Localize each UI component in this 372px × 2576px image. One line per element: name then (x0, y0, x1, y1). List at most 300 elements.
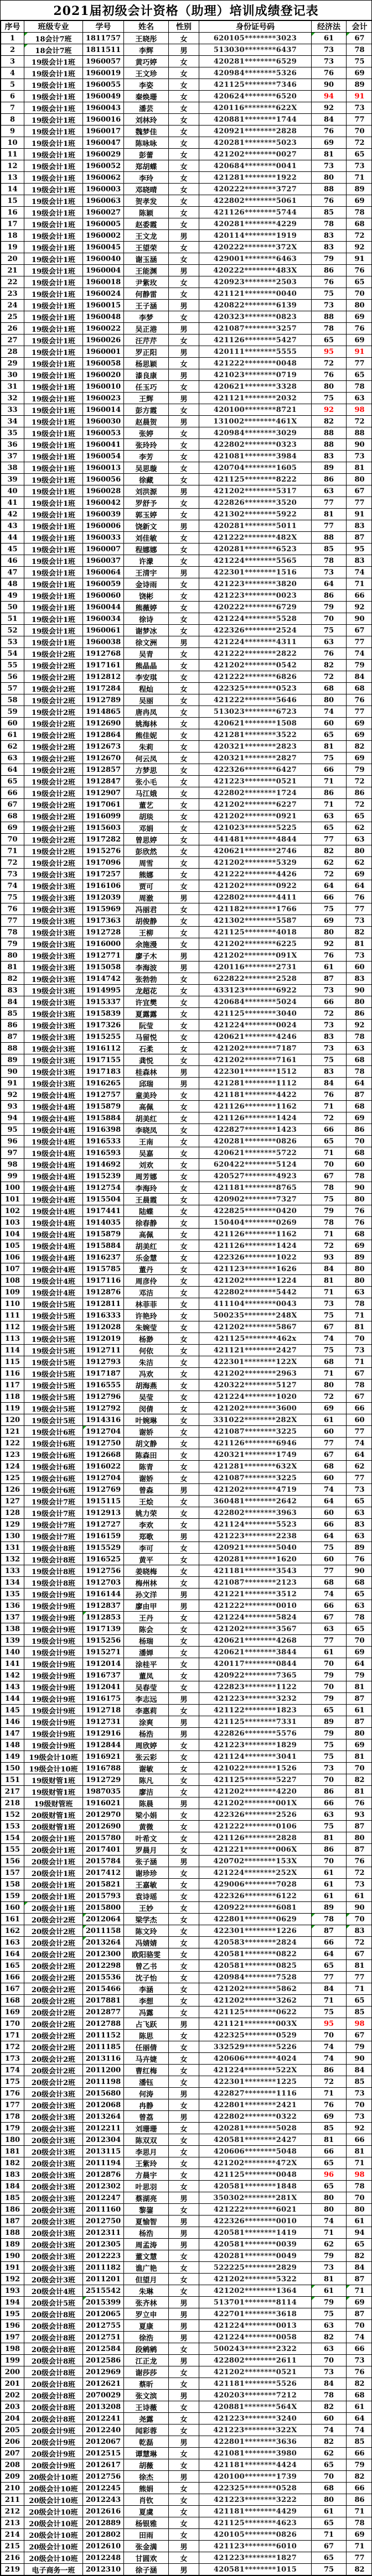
cell-seq: 191 (1, 2262, 24, 2274)
cell-idcard: 421081********3980 (199, 2448, 312, 2459)
table-row (1, 67, 372, 79)
cell-acct: 71 (347, 1356, 372, 1368)
cell-acct: 74 (347, 2425, 372, 2436)
cell-acct: 78 (347, 2517, 372, 2529)
cell-id: 1960027 (83, 207, 124, 218)
cell-class: 20级财管1班 (24, 1821, 83, 1832)
table-row (1, 311, 372, 323)
cell-class: 19级会计1班 (24, 56, 83, 67)
cell-name: 尧露 (124, 2413, 169, 2425)
cell-acct: 81 (347, 938, 372, 950)
cell-name: 李姿 (124, 79, 169, 91)
cell-econ: 79 (312, 1728, 347, 1739)
cell-econ: 82 (312, 416, 347, 427)
cell-gender: 女 (169, 985, 199, 996)
cell-idcard: 620422********5124 (199, 1159, 312, 1171)
cell-seq: 29 (1, 358, 24, 369)
cell-id: 1915115 (83, 1496, 124, 1507)
cell-class: 20级会计10班 (24, 2494, 83, 2506)
cell-econ: 94 (312, 91, 347, 102)
table-row (1, 2355, 372, 2366)
cell-id: 1960056 (83, 474, 124, 485)
cell-name: 桂森林 (124, 1066, 169, 1078)
table-row (1, 2332, 372, 2343)
cell-econ: 61 (312, 1647, 347, 1658)
cell-acct: 77 (347, 114, 372, 126)
cell-class: 20级会计2班 (24, 2053, 83, 2065)
cell-econ: 64 (312, 880, 347, 892)
cell-name: 邱瑞 (124, 1078, 169, 1089)
cell-idcard: 421221********3512 (199, 1589, 312, 1600)
cell-class: 19级会计1班 (24, 79, 83, 91)
cell-gender: 女 (169, 2401, 199, 2413)
cell-name: 李海波 (124, 962, 169, 973)
cell-gender: 女 (169, 1670, 199, 1681)
cell-acct: 87 (347, 1844, 372, 1856)
cell-acct: 84 (347, 2262, 372, 2274)
cell-name: 邓娟 (124, 822, 169, 834)
cell-econ: 95 (312, 346, 347, 358)
cell-econ: 77 (312, 497, 347, 509)
cell-seq: 193 (1, 2285, 24, 2297)
cell-id: 1916159 (83, 1530, 124, 1542)
cell-acct: 68 (347, 683, 372, 694)
cell-gender: 女 (169, 1089, 199, 1101)
table-row (1, 520, 372, 532)
cell-name: 张云彩 (124, 1751, 169, 1763)
cell-class: 19级会计1班 (24, 230, 83, 242)
cell-name: 江正龙 (124, 2355, 169, 2366)
table-row (1, 195, 372, 207)
cell-econ: 78 (312, 555, 347, 567)
cell-idcard: 421202********5329 (199, 857, 312, 869)
cell-class: 19级会计4班 (24, 1263, 83, 1275)
table-row (1, 1426, 372, 1438)
cell-id: 1915256 (83, 1635, 124, 1647)
cell-gender: 女 (169, 1171, 199, 1182)
cell-name: 谢梦冰 (124, 625, 169, 636)
cell-gender: 女 (169, 648, 199, 660)
table-row (1, 2448, 372, 2459)
cell-gender: 女 (169, 1449, 199, 1461)
cell-gender: 女 (169, 1101, 199, 1112)
cell-class: 19级会计6班 (24, 1461, 83, 1472)
cell-seq: 98 (1, 1159, 24, 1171)
cell-gender: 女 (169, 2494, 199, 2506)
header-student-id: 学号 (83, 21, 124, 33)
cell-econ: 67 (312, 2541, 347, 2552)
cell-name: 涂爽 (124, 1716, 169, 1728)
cell-gender: 女 (169, 288, 199, 300)
table-row (1, 2459, 372, 2471)
cell-acct: 73 (347, 1345, 372, 1356)
cell-seq: 56 (1, 671, 24, 683)
cell-seq: 120 (1, 1414, 24, 1426)
table-row (1, 2541, 372, 2552)
cell-name: 周孟涛 (124, 2239, 169, 2250)
cell-id: 1811511 (83, 44, 124, 56)
cell-idcard: 421224********5528 (199, 613, 312, 625)
cell-idcard: 421125********4018 (199, 927, 312, 938)
cell-class: 20级会计1班 (24, 1856, 83, 1867)
cell-id: 1917187 (83, 1368, 124, 1380)
cell-class: 19级会计3班 (24, 892, 83, 903)
cell-gender: 女 (169, 683, 199, 694)
cell-acct: 64 (347, 1078, 372, 1089)
cell-id: 2012802 (83, 2529, 124, 2541)
cell-econ: 95 (312, 2018, 347, 2030)
cell-acct: 78 (347, 2181, 372, 2192)
cell-acct: 79 (347, 1670, 372, 1681)
cell-idcard: 420321********2827 (199, 753, 312, 764)
cell-acct: 90 (347, 439, 372, 451)
cell-id: 1915879 (83, 1101, 124, 1112)
table-row (1, 799, 372, 811)
cell-acct: 87 (347, 1716, 372, 1728)
cell-seq: 81 (1, 962, 24, 973)
cell-gender: 女 (169, 1275, 199, 1287)
cell-id: 2013116 (83, 2053, 124, 2065)
cell-gender: 女 (169, 915, 199, 927)
cell-class: 19级会计4班 (24, 1182, 83, 1194)
table-row (1, 369, 372, 381)
table-row (1, 2285, 372, 2297)
table-row (1, 892, 372, 903)
table-row (1, 822, 372, 834)
cell-seq: 17 (1, 218, 24, 230)
cell-name: 董文慧 (124, 2250, 169, 2262)
cell-idcard: 421125********7331 (199, 1716, 312, 1728)
cell-econ: 80 (312, 2494, 347, 2506)
cell-name: 赵委霞 (124, 218, 169, 230)
table-row (1, 683, 372, 694)
cell-seq: 195 (1, 2308, 24, 2320)
cell-gender: 女 (169, 1937, 199, 1948)
cell-name: 彭方霞 (124, 404, 169, 416)
cell-name: 陈凡 (124, 1774, 169, 1786)
table-row (1, 1391, 372, 1403)
cell-gender: 女 (169, 2425, 199, 2436)
cell-name: 熊娜 (124, 869, 169, 880)
cell-acct: 90 (347, 985, 372, 996)
table-row (1, 1890, 372, 1902)
cell-gender: 男 (169, 2320, 199, 2332)
cell-id: 1912014 (83, 1658, 124, 1670)
cell-name: 陆蝶 (124, 1205, 169, 1217)
cell-class: 19级会计3班 (24, 869, 83, 880)
table-row (1, 439, 372, 451)
cell-econ: 78 (312, 1914, 347, 1925)
cell-seq: 192 (1, 2274, 24, 2285)
table-row (1, 2030, 372, 2041)
cell-econ: 81 (312, 2274, 347, 2285)
cell-class: 19级会计9班 (24, 1589, 83, 1600)
cell-class: 19级会计1班 (24, 102, 83, 114)
cell-idcard: 421181********5526 (199, 2378, 312, 2390)
cell-idcard: 422802********3963 (199, 1507, 312, 1519)
cell-econ: 73 (312, 1020, 347, 1031)
cell-id: 1960023 (83, 393, 124, 404)
cell-acct: 74 (347, 2332, 372, 2343)
table-row (1, 2216, 372, 2227)
cell-name: 张齐林 (124, 2297, 169, 2308)
cell-id: 1916106 (83, 880, 124, 892)
cell-seq: 57 (1, 683, 24, 694)
cell-id: 2013115 (83, 2146, 124, 2157)
cell-acct: 98 (347, 2018, 372, 2030)
cell-seq: 185 (1, 2192, 24, 2204)
cell-idcard: 620105********3023 (199, 33, 312, 44)
table-row (1, 1995, 372, 2007)
cell-gender: 女 (169, 2366, 199, 2378)
cell-name: 彭蕾 (124, 149, 169, 160)
cell-idcard: 421121********0040 (199, 288, 312, 300)
cell-acct: 64 (347, 1658, 372, 1670)
cell-gender: 女 (169, 1403, 199, 1414)
cell-gender: 男 (169, 1728, 199, 1739)
cell-id: 2013264 (83, 2111, 124, 2123)
cell-id: 2012310 (83, 2564, 124, 2575)
cell-gender: 女 (169, 2099, 199, 2111)
cell-econ: 67 (312, 1449, 347, 1461)
cell-name: 陈双双 (124, 2134, 169, 2146)
cell-acct: 83 (347, 973, 372, 985)
cell-seq: 3 (1, 56, 24, 67)
cell-name: 王柳 (124, 927, 169, 938)
cell-seq: 75 (1, 892, 24, 903)
cell-idcard: 421221********006X (199, 1844, 312, 1856)
cell-idcard: 421202********0521 (199, 2366, 312, 2378)
cell-class: 19级会计3班 (24, 996, 83, 1008)
cell-idcard: 421121********003X (199, 2018, 312, 2030)
cell-gender: 男 (169, 2564, 199, 2575)
cell-gender: 女 (169, 1565, 199, 1577)
cell-name: 李可 (124, 1542, 169, 1554)
cell-acct: 69 (347, 729, 372, 741)
cell-seq: 99 (1, 1171, 24, 1182)
cell-name: 任玉巧 (124, 381, 169, 393)
cell-gender: 男 (169, 1078, 199, 1089)
cell-name: 李惠莉 (124, 1705, 169, 1716)
cell-class: 20级会计8班 (24, 2308, 83, 2320)
cell-acct: 63 (347, 834, 372, 845)
cell-idcard: 421202********3600 (199, 1403, 312, 1414)
cell-idcard: 421224********5565 (199, 555, 312, 567)
cell-seq: 126 (1, 1484, 24, 1496)
cell-gender: 女 (169, 625, 199, 636)
cell-idcard: 420581********0039 (199, 2239, 312, 2250)
cell-seq: 179 (1, 2123, 24, 2134)
cell-name: 方晨宇 (124, 2169, 169, 2181)
cell-id: 1912853 (83, 1612, 124, 1623)
cell-gender: 女 (169, 857, 199, 869)
cell-idcard: 420581********0825 (199, 1960, 312, 1972)
cell-seq: 88 (1, 1043, 24, 1054)
cell-acct: 66 (347, 1403, 372, 1414)
cell-acct: 65 (347, 149, 372, 160)
cell-econ: 89 (312, 1902, 347, 1914)
cell-gender: 女 (169, 253, 199, 265)
cell-gender: 男 (169, 2216, 199, 2227)
cell-class: 19级会计4班 (24, 1159, 83, 1171)
cell-id: 2011198 (83, 2076, 124, 2088)
table-row (1, 1310, 372, 1321)
cell-econ: 75 (312, 753, 347, 764)
cell-seq: 118 (1, 1391, 24, 1403)
header-seq: 序号 (1, 21, 24, 33)
cell-seq: 112 (1, 1321, 24, 1333)
cell-idcard: 421125********8222 (199, 474, 312, 485)
cell-acct: 65 (347, 1589, 372, 1600)
cell-class: 19级会计9班 (24, 1728, 83, 1739)
cell-idcard: 421126********1162 (199, 1101, 312, 1112)
cell-acct: 68 (347, 1229, 372, 1240)
cell-seq: 11 (1, 149, 24, 160)
cell-gender: 女 (169, 811, 199, 822)
cell-class: 19级会计2班 (24, 753, 83, 764)
cell-acct: 80 (347, 1832, 372, 1844)
cell-id: 1917155 (83, 1054, 124, 1066)
cell-econ: 74 (312, 1589, 347, 1600)
cell-gender: 女 (169, 1252, 199, 1263)
cell-id: 1912728 (83, 927, 124, 938)
cell-acct: 93 (347, 1809, 372, 1821)
cell-id: 1916788 (83, 1763, 124, 1774)
cell-acct: 92 (347, 602, 372, 613)
cell-id: 1912907 (83, 787, 124, 799)
cell-name: 罗晨月 (124, 1844, 169, 1856)
cell-id: 2012889 (83, 2517, 124, 2529)
table-row (1, 1380, 372, 1391)
cell-class: 19级会计1班 (24, 462, 83, 474)
table-row (1, 2018, 372, 2030)
cell-seq: 203 (1, 2401, 24, 2413)
cell-econ: 87 (312, 1925, 347, 1937)
cell-id: 1915879 (83, 1229, 124, 1240)
cell-id: 1960060 (83, 590, 124, 602)
cell-class: 19级会计1班 (24, 288, 83, 300)
cell-seq: 85 (1, 1008, 24, 1020)
cell-acct: 70 (347, 1914, 372, 1925)
cell-name: 熊晶晶 (124, 660, 169, 671)
cell-econ: 61 (312, 2285, 347, 2297)
cell-id: 1960007 (83, 544, 124, 555)
cell-id: 1960034 (83, 613, 124, 625)
cell-seq: 60 (1, 718, 24, 729)
cell-id: 1916265 (83, 1078, 124, 1089)
cell-seq: 136 (1, 1600, 24, 1612)
table-row (1, 1031, 372, 1043)
cell-econ: 69 (312, 1403, 347, 1414)
cell-id: 2012240 (83, 2425, 124, 2436)
cell-idcard: 420322********5127 (199, 1380, 312, 1391)
table-row (1, 381, 372, 393)
cell-seq: 49 (1, 590, 24, 602)
cell-idcard: 420581********1848 (199, 2181, 312, 2192)
cell-name: 吴嘉 (124, 1147, 169, 1159)
cell-id: 1960026 (83, 335, 124, 346)
cell-acct: 89 (347, 1252, 372, 1263)
cell-name: 曾荔 (124, 2111, 169, 2123)
cell-idcard: 421202********5867 (199, 1321, 312, 1333)
cell-class: 19级会计1班 (24, 578, 83, 590)
cell-class: 20级会计9班 (24, 2425, 83, 2436)
cell-id: 1912718 (83, 1705, 124, 1716)
cell-gender: 女 (169, 102, 199, 114)
cell-acct: 76 (347, 1217, 372, 1229)
cell-econ: 92 (312, 404, 347, 416)
cell-gender: 女 (169, 2552, 199, 2564)
cell-econ: 89 (312, 462, 347, 474)
cell-class: 19级会计4班 (24, 1136, 83, 1147)
cell-acct: 81 (347, 1960, 372, 1972)
cell-acct: 69 (347, 2529, 372, 2541)
cell-id: 1916525 (83, 1554, 124, 1565)
cell-name: 贾可 (124, 880, 169, 892)
cell-seq: 21 (1, 265, 24, 276)
table-row (1, 485, 372, 497)
cell-acct: 66 (347, 2343, 372, 2355)
cell-econ: 73 (312, 44, 347, 56)
cell-class: 20级财管1班 (24, 1809, 83, 1821)
cell-gender: 男 (169, 1589, 199, 1600)
cell-name: 冯丽君 (124, 903, 169, 915)
cell-name: 王南 (124, 1136, 169, 1147)
table-row (1, 1774, 372, 1786)
cell-econ: 71 (312, 1368, 347, 1380)
cell-idcard: 422701********3618 (199, 2308, 312, 2320)
table-row (1, 706, 372, 718)
table-row (1, 1484, 372, 1496)
cell-name: 何云凤 (124, 753, 169, 764)
cell-name: 徐杰 (124, 2471, 169, 2483)
cell-name: 廖由甲 (124, 1600, 169, 1612)
cell-idcard: 420581********2427 (199, 2134, 312, 2146)
cell-acct: 67 (347, 1948, 372, 1960)
table-row (1, 1716, 372, 1728)
cell-name: 熊娟 (124, 2483, 169, 2494)
cell-acct: 70 (347, 1763, 372, 1774)
cell-seq: 211 (1, 2494, 24, 2506)
cell-acct: 76 (347, 323, 372, 335)
cell-idcard: 422802********0323 (199, 439, 312, 451)
cell-idcard: 421125********0048 (199, 2169, 312, 2181)
cell-class: 19级会计4班 (24, 1275, 83, 1287)
cell-class: 20级会计2班 (24, 2076, 83, 2088)
cell-id: 1960040 (83, 253, 124, 265)
cell-idcard: 421223********3222 (199, 2494, 312, 2506)
cell-idcard: 421224********1020 (199, 1391, 312, 1403)
cell-id: 2012243 (83, 2494, 124, 2506)
cell-econ: 88 (312, 439, 347, 451)
cell-seq: 214 (1, 2529, 24, 2541)
cell-class: 19级会计1班 (24, 509, 83, 520)
cell-name: 叶希文 (124, 1832, 169, 1844)
cell-seq: 76 (1, 903, 24, 915)
cell-class: 19级会计9班 (24, 1635, 83, 1647)
table-row (1, 1948, 372, 1960)
cell-idcard: 421126********1162 (199, 1229, 312, 1240)
cell-id: 2012969 (83, 2366, 124, 2378)
cell-seq: 210 (1, 2483, 24, 2494)
cell-id: 1960024 (83, 288, 124, 300)
cell-idcard: 421223********1827 (199, 2552, 312, 2564)
cell-gender: 女 (169, 555, 199, 567)
cell-acct: 77 (347, 1972, 372, 1983)
cell-name: 李芳 (124, 451, 169, 462)
cell-gender: 女 (169, 2483, 199, 2494)
cell-class: 19级会计10班 (24, 1751, 83, 1763)
